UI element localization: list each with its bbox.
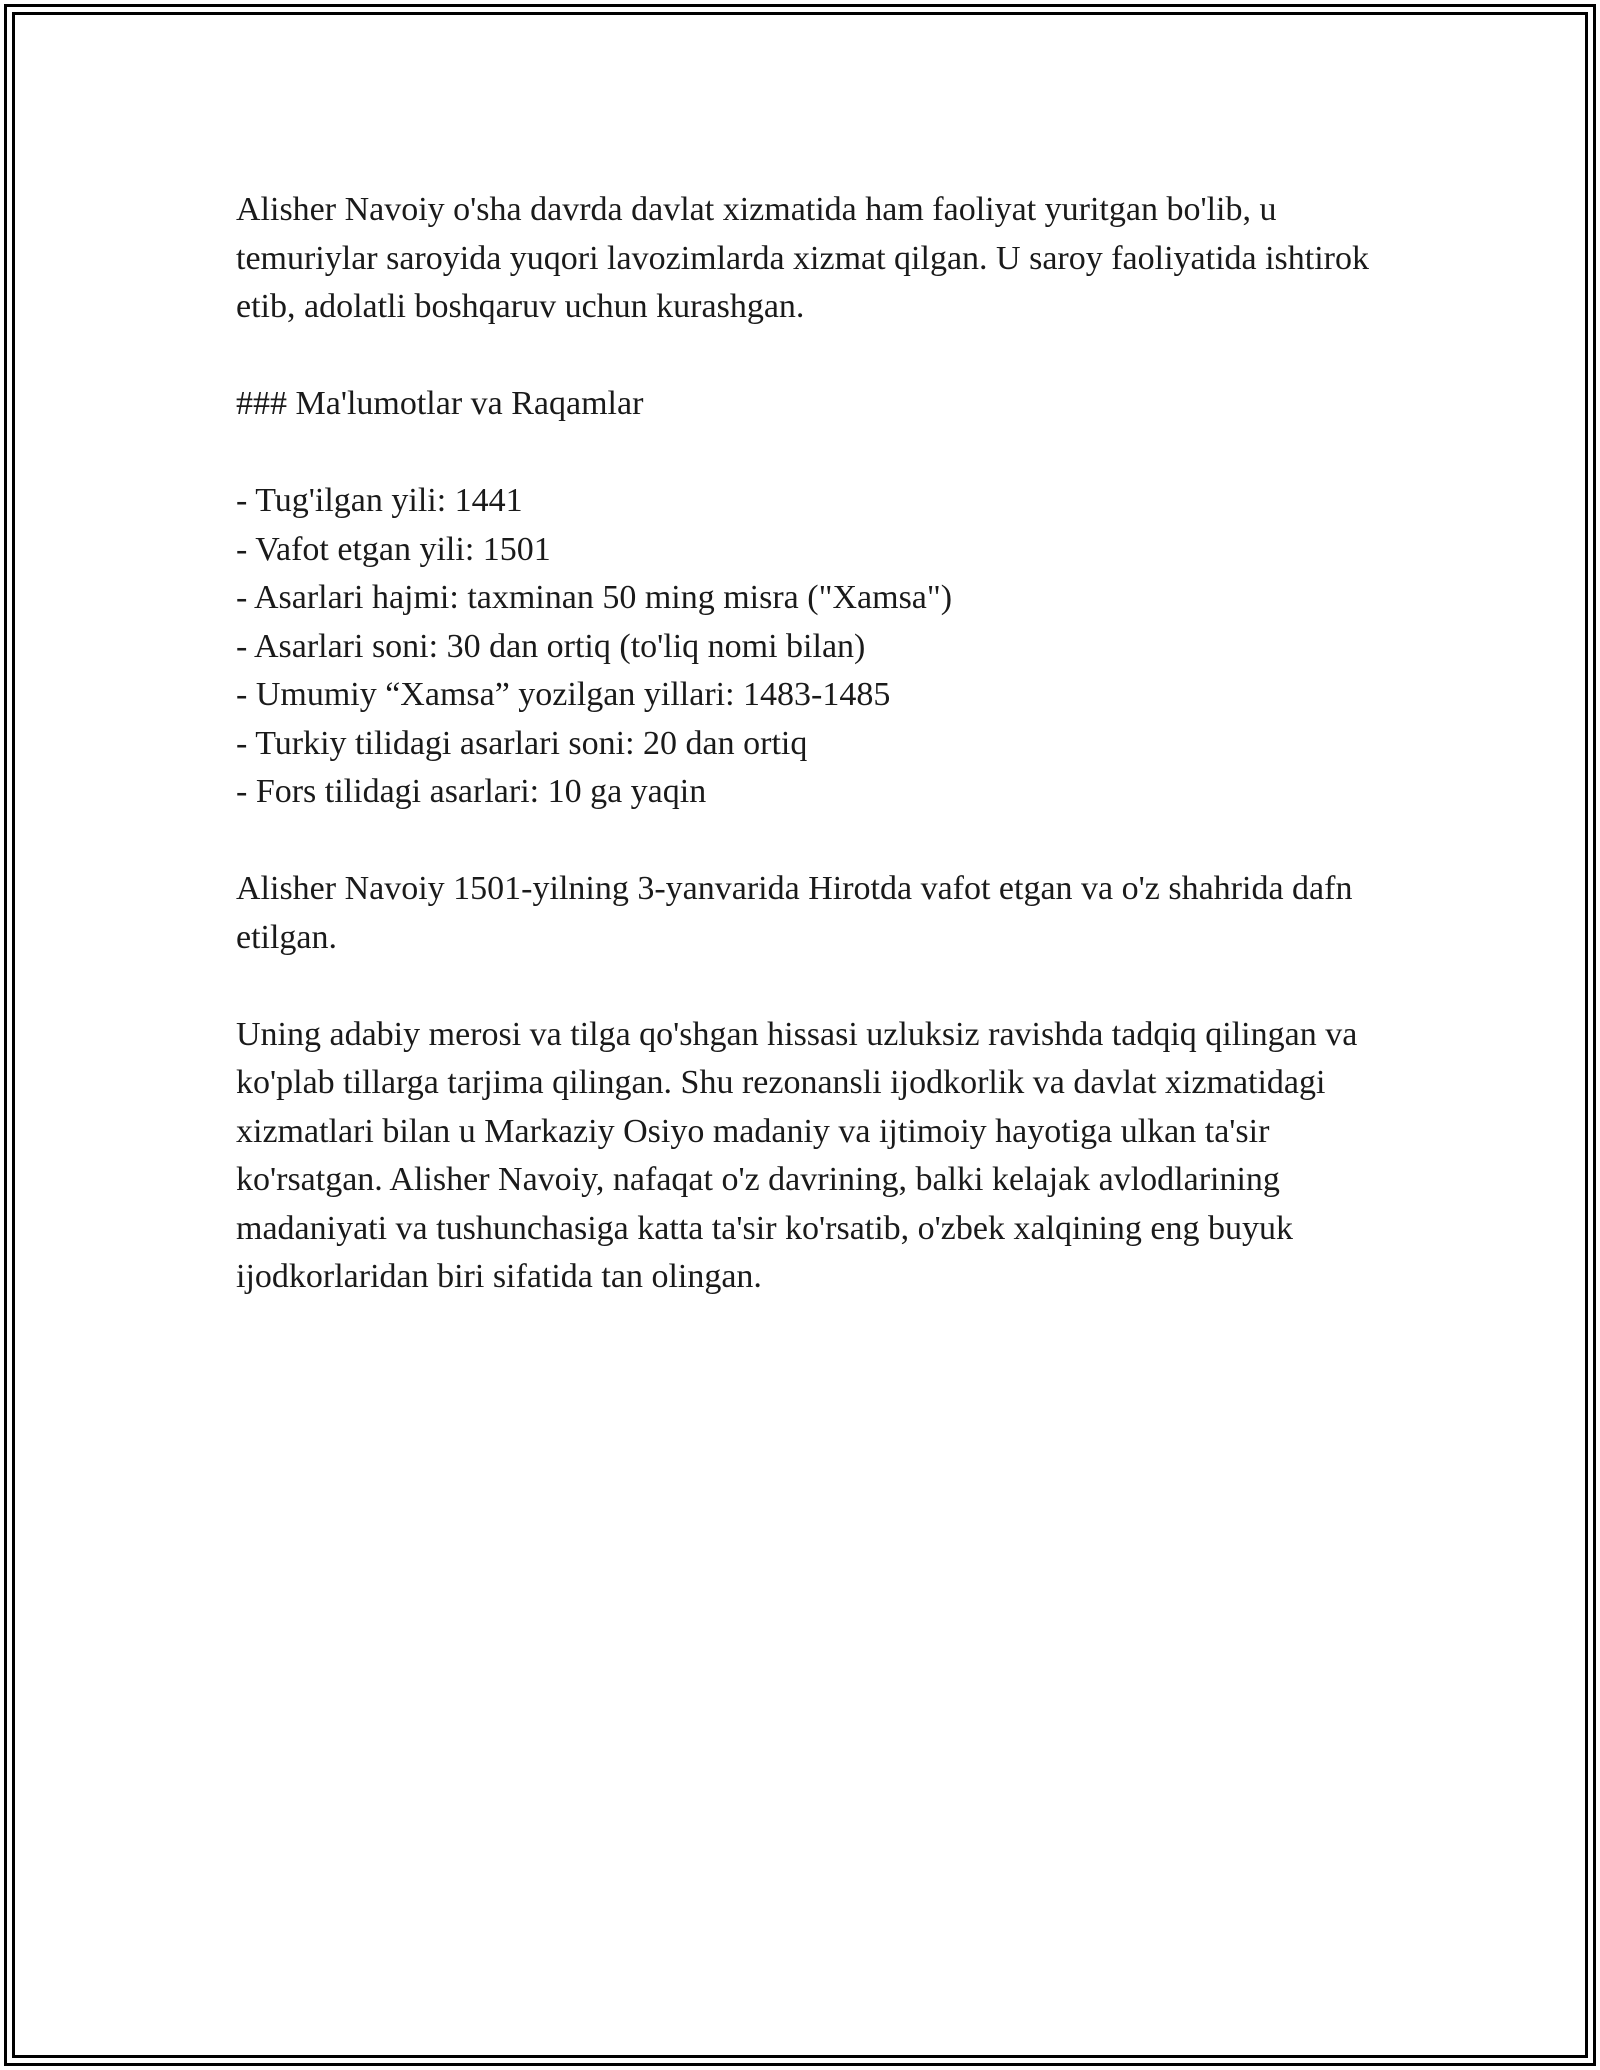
section-heading: ### Ma'lumotlar va Raqamlar	[236, 385, 644, 422]
fact-turkic-works: - Turkiy tilidagi asarlari soni: 20 dan ortiq	[236, 724, 808, 762]
spacer	[236, 332, 1386, 381]
fact-persian-works: - Fors tilidagi asarlari: 10 ga yaqin	[236, 773, 707, 810]
paragraph-service: Alisher Navoiy o'sha davrda davlat xizmatida ham faoliyat yuritgan bo'lib, u temuriylar saroyida yuqori lavozimlarda xizmat qilgan. U saroy faoliyatida ishtirok etib, adolatli boshqaruv uchun kurashgan.	[236, 191, 1370, 325]
spacer	[236, 429, 1386, 478]
fact-works-volume: - Asarlari hajmi: taxminan 50 ming misra ("Xamsa")	[236, 579, 953, 616]
fact-death-year: - Vafot etgan yili: 1501	[236, 530, 551, 568]
document-body	[236, 186, 1386, 1302]
spacer	[236, 817, 1386, 866]
paragraph-death: Alisher Navoiy 1501-yilning 3-yanvarida Hirotda vafot etgan va o'z shahrida dafn etilgan.	[236, 870, 1353, 956]
facts-list	[236, 477, 1386, 817]
fact-birth-year: - Tug'ilgan yili: 1441	[236, 482, 523, 519]
paragraph-legacy: Uning adabiy merosi va tilga qo'shgan hissasi uzluksiz ravishda tadqiq qilingan va ko'plab tillarga tarjima qilingan. Shu rezonansli ijodkorlik va davlat xizmatidagi xizmatlari bilan u Markaziy Osiyo madaniy va ijtimoiy hayotiga ulkan ta'sir ko'rsatgan. Alisher Navoiy, nafaqat o'z davrining, balki kelajak avlodlarining madaniyati va tushunchasiga katta ta'sir ko'rsatib, o'zbek xalqining eng buyuk ijodkorlaridan biri sifatida tan olingan.	[236, 1015, 1358, 1295]
spacer	[236, 962, 1386, 1011]
fact-works-count: - Asarlari soni: 30 dan ortiq (to'liq nomi bilan)	[236, 627, 866, 665]
fact-khamsa-years: - Umumiy “Xamsa” yozilgan yillari: 1483-1485	[236, 676, 891, 713]
